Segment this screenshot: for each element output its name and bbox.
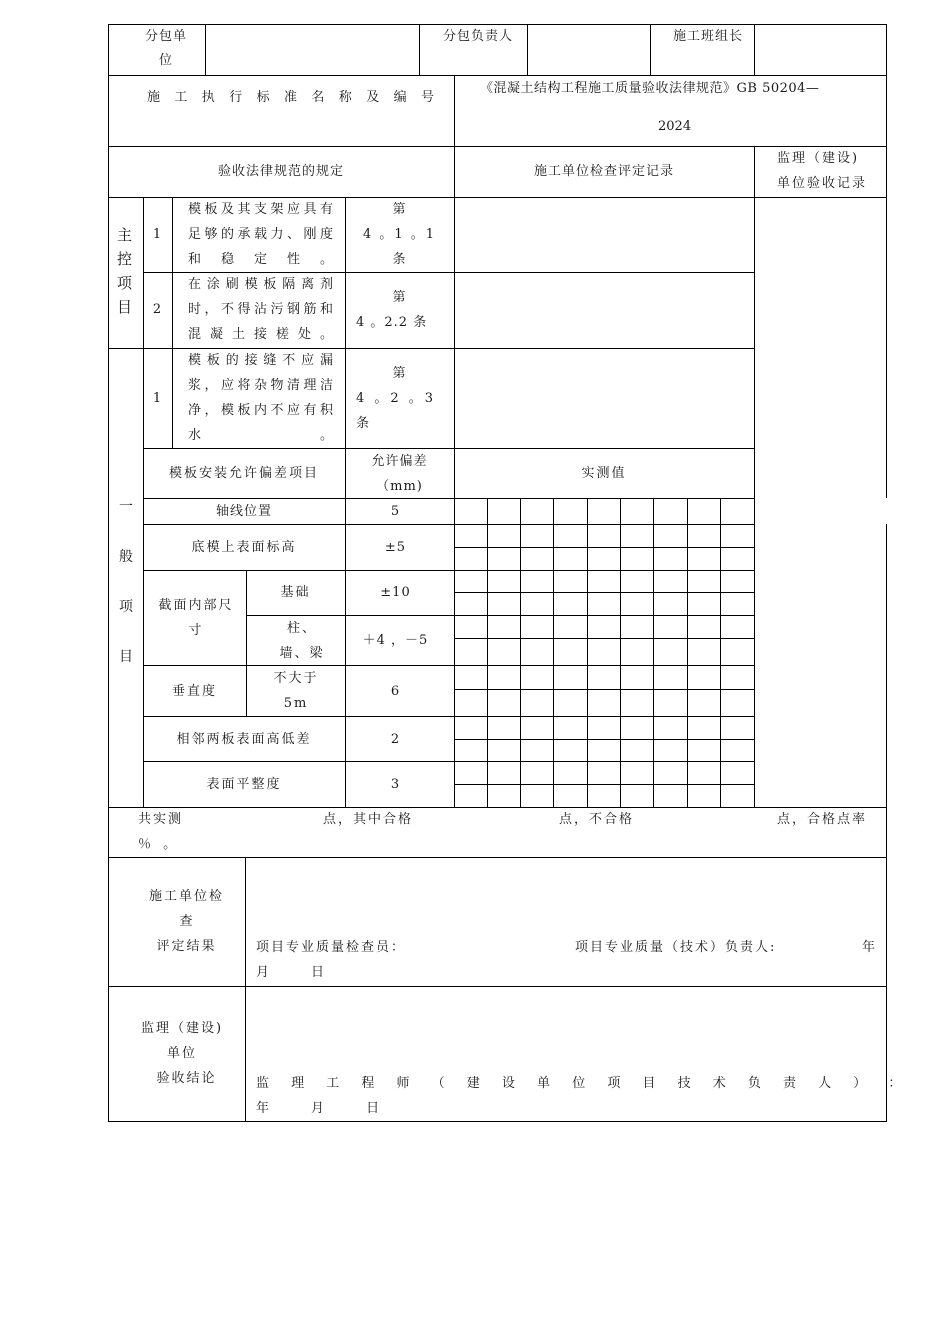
tolerance-row-name: 相邻两板表面高低差	[176, 732, 312, 747]
main-item-clause: 第	[392, 202, 407, 217]
summary-pass-rate: 点，合格点率	[777, 812, 868, 827]
tolerance-row-value: ＋4 ，－5	[362, 633, 429, 648]
grid-line	[454, 592, 754, 593]
grid-line	[720, 498, 721, 807]
tolerance-row-sub: 柱、墙、梁	[279, 621, 325, 661]
main-item-clause: 条	[392, 252, 407, 267]
main-control-label: 主控项目	[117, 226, 134, 316]
grid-line	[143, 570, 754, 571]
tolerance-row-value: 3	[390, 777, 401, 792]
supervisor-column-header: 监理（建设)	[777, 151, 860, 166]
grid-line	[454, 547, 754, 548]
grid-line	[419, 24, 420, 75]
grid-line	[454, 689, 754, 690]
general-item-clause: 4 。2 。3	[356, 391, 437, 406]
summary-total: 共实测	[138, 812, 184, 827]
subcontractor-manager-label: 分包负责人	[443, 29, 514, 44]
grid-line	[527, 24, 528, 75]
team-leader-label: 施工班组长	[673, 29, 744, 44]
grid-line	[143, 761, 754, 762]
supervisor-result-label-3: 验收结论	[156, 1071, 217, 1086]
grid-line	[587, 498, 588, 807]
measured-value-header: 实测值	[581, 466, 627, 481]
general-label	[119, 482, 133, 682]
grid-line	[143, 524, 754, 525]
grid-line	[454, 739, 754, 740]
tolerance-row-name: 截面内部尺寸	[158, 598, 234, 638]
grid-line	[172, 197, 173, 448]
tolerance-row-value: 5	[390, 504, 401, 519]
general-item-clause: 条	[356, 416, 371, 431]
summary-percent: ％ 。	[138, 837, 181, 852]
contractor-result-year: 年	[862, 940, 877, 955]
main-item-number: 1	[152, 227, 163, 242]
grid-line	[487, 498, 488, 807]
supervisor-result-label-2: 单位	[166, 1046, 197, 1061]
standard-year: 2024	[658, 119, 692, 134]
grid-line	[653, 498, 654, 807]
tolerance-row-name: 垂直度	[171, 684, 217, 699]
grid-line	[143, 665, 754, 666]
subcontractor-label: 分包单位	[144, 29, 187, 68]
tolerance-row-name: 轴线位置	[215, 504, 272, 519]
grid-line	[143, 716, 754, 717]
grid-line	[650, 24, 651, 75]
tolerance-row-value: ±10	[380, 585, 411, 600]
general-item-clause: 第	[392, 366, 407, 381]
tolerance-row-name: 底模上表面标高	[191, 540, 297, 555]
supervisor-result-label: 监理（建设)	[140, 1021, 224, 1036]
tolerance-header: 允许偏差	[371, 454, 428, 469]
supervisor-result-date: 年 月 日	[256, 1101, 381, 1116]
grid-line	[205, 24, 206, 75]
grid-line	[620, 498, 621, 807]
grid-line	[886, 524, 887, 1122]
grid-line	[108, 807, 887, 808]
main-item-clause: 4 。1 。1	[362, 227, 437, 242]
grid-line	[754, 146, 755, 807]
grid-line	[886, 24, 887, 498]
contractor-column-header: 施工单位检查评定记录	[533, 164, 674, 179]
contractor-result-label-3: 评定结果	[156, 939, 217, 954]
standard-label: 施 工 执 行 标 准 名 称 及 编 号	[147, 90, 437, 105]
grid-line	[108, 146, 887, 147]
standard-value: 《混凝土结构工程施工质量验收法律规范》GB 50204—	[480, 81, 820, 96]
grid-line	[454, 638, 754, 639]
quality-inspector-signature: 项目专业质量检查员：	[256, 940, 407, 955]
supervising-engineer-signature: 监 理 工 程 师 （ 建 设 单 位 项 目 技 术 负 责 人 ） ：	[256, 1076, 911, 1091]
general-item-number: 1	[152, 391, 163, 406]
main-item-description: 在涂刷模板隔离剂时，不得沾污钢筋和混凝土接槎处。	[188, 277, 336, 342]
contractor-result-date: 月 日	[256, 965, 326, 980]
contractor-result-label-2: 查	[179, 914, 194, 929]
tolerance-item-header: 模板安装允许偏差项目	[168, 466, 319, 481]
main-item-description: 模板及其支架应具有足够的承载力、刚度和稳定性。	[188, 202, 336, 267]
general-item-description: 模板的接缝不应漏浆，应将杂物清理洁净，模板内不应有积水。	[188, 353, 336, 443]
main-item-clause: 第	[392, 290, 407, 305]
grid-line	[108, 857, 887, 858]
grid-line	[520, 498, 521, 807]
contractor-result-label: 施工单位检	[148, 889, 224, 904]
main-item-number: 2	[152, 302, 163, 317]
tolerance-row-value: ±5	[384, 540, 407, 555]
spec-column-header: 验收法律规范的规定	[217, 164, 344, 179]
grid-line	[108, 986, 887, 987]
grid-line	[454, 784, 754, 785]
main-item-clause: 4 。2.2 条	[356, 315, 428, 330]
grid-line	[553, 498, 554, 807]
summary-failed: 点，不合格	[559, 812, 635, 827]
tolerance-row-value: 2	[390, 732, 401, 747]
general-label-text: 一般项目	[119, 499, 134, 665]
tolerance-row-sub: 不大于5m	[273, 671, 319, 711]
tolerance-row-name: 表面平整度	[206, 777, 282, 792]
tolerance-row-value: 6	[390, 684, 401, 699]
tolerance-unit: （mm)	[376, 479, 423, 494]
grid-line	[687, 498, 688, 807]
grid-line	[454, 75, 455, 807]
tolerance-row-sub: 基础	[280, 585, 311, 600]
grid-line	[108, 1121, 887, 1122]
supervisor-column-header-2: 单位验收记录	[777, 176, 868, 191]
summary-passed: 点，其中合格	[323, 812, 414, 827]
quality-manager-signature: 项目专业质量（技术）负责人:	[575, 940, 777, 955]
grid-line	[754, 24, 755, 75]
